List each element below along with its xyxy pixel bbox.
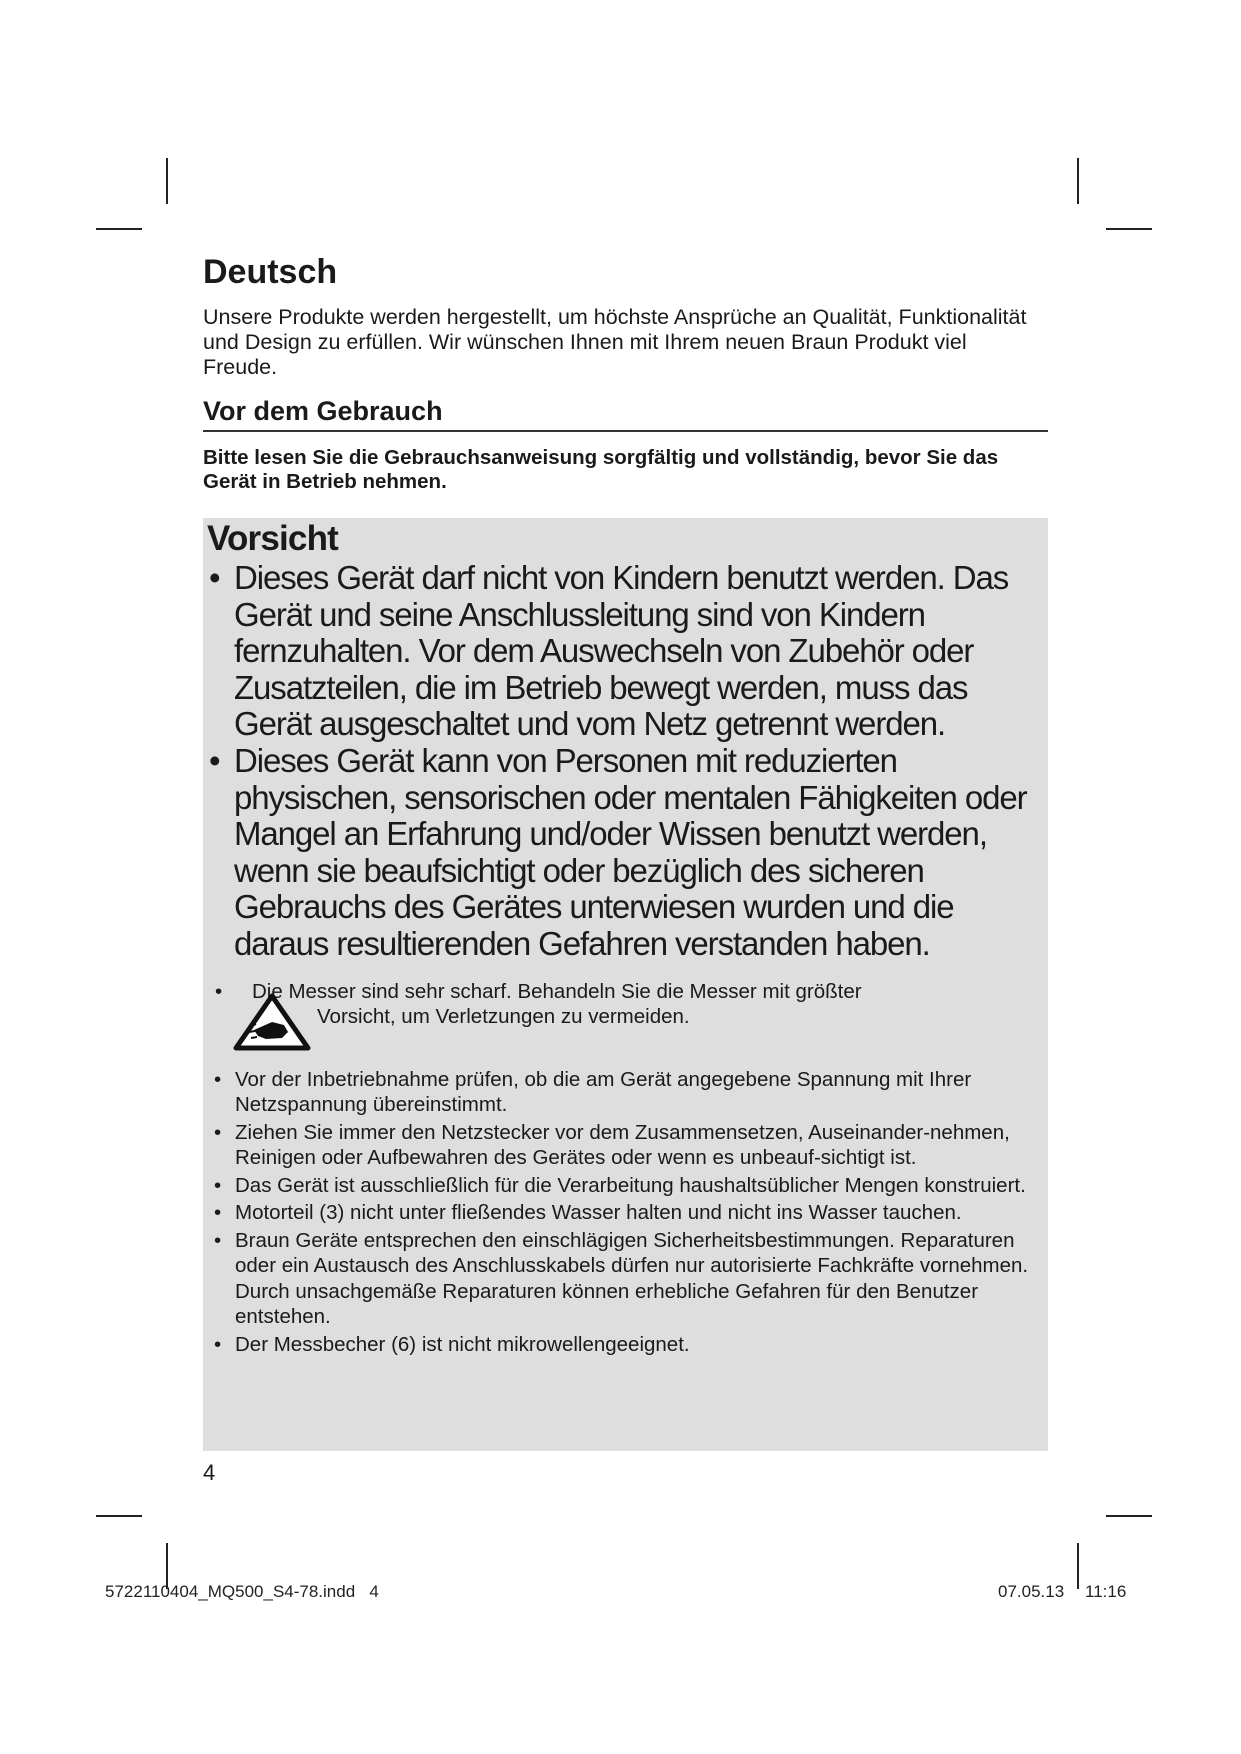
bullet: • [214,1067,222,1091]
blade-warning-line-2: Vorsicht, um Verletzungen zu vermeiden. [317,1004,690,1028]
blade-warning [207,979,1048,1053]
crop-mark [1106,228,1152,230]
sharp-blade-warning-icon [232,992,312,1054]
footer-time: 11:16 [1085,1582,1127,1601]
list-item: • Vor der Inbetriebnahme prüfen, ob die am Gerät angegebene Spannung mit Ihrer Netzspannung übereinstimmt. [214,1067,972,1117]
list-item: • Dieses Gerät darf nicht von Kindern benutzt werden. Das Gerät und seine Anschlussleitung sind von Kindern fernzuhalten. Vor dem Auswechseln von Zubehör oder Zusatzteilen, die im Betrieb bewegt werden, muss das Gerät ausgeschaltet und vom Netz getrennt werden. [209,559,1009,743]
blade-warning-line-1: Die Messer sind sehr scharf. Behandeln Sie die Messer mit größter [252,979,862,1003]
intro-paragraph: Unsere Produkte werden hergestellt, um höchste Ansprüche an Qualität, Funktionalität und Design zu erfüllen. Wir wünschen Ihnen mit Ihrem neuen Braun Produkt viel Freude. [203,305,1027,379]
bullet: • [209,741,220,779]
crop-mark [166,158,168,204]
bullet: • [214,1120,222,1144]
crop-mark [1106,1515,1152,1517]
bullet: • [214,1228,222,1252]
bullet: • [214,1173,222,1197]
list-item: • Motorteil (3) nicht unter fließendes Wasser halten und nicht ins Wasser tauchen. [214,1201,962,1225]
list-item: • Braun Geräte entsprechen den einschlägigen Sicherheitsbestimmungen. Reparaturen oder ein Austausch des Anschlusskabels dürfen nur autorisierte Fachkräfte vornehmen. Durch unsachgemäße Reparaturen können erhebliche Gefahren für den Benutzer entstehen. [214,1228,1029,1329]
footer-file-slug: 5722110404_MQ500_S4-78.indd 4 [105,1582,379,1601]
bullet: • [214,1332,222,1356]
section-title: Vor dem Gebrauch [203,396,443,426]
caution-box [203,518,1048,1451]
list-item: • Der Messbecher (6) ist nicht mikrowellengeeignet. [214,1332,690,1356]
section-header [203,395,1048,432]
list-item: • Dieses Gerät kann von Personen mit reduzierten physischen, sensorischen oder mentalen Fähigkeiten oder Mangel an Erfahrung und/oder Wissen benutzt werden, wenn sie beaufsichtigt oder bezüglich des sicheren Gebrauchs des Gerätes unterwiesen wurden und die daraus resultierenden Gefahren verstanden haben. [209,741,1027,962]
caution-title: Vorsicht [207,519,339,558]
page-title: Deutsch [203,253,338,291]
read-instructions-notice: Bitte lesen Sie die Gebrauchsanweisung sorgfältig und vollständig, bevor Sie das Gerät in Betrieb nehmen. [203,446,999,493]
bullet: • [214,1201,222,1225]
crop-mark [96,1515,142,1517]
crop-mark [96,228,142,230]
bullet: • [209,559,220,596]
page-number: 4 [203,1460,216,1485]
list-item: • Das Gerät ist ausschließlich für die Verarbeitung haushaltsüblicher Mengen konstruiert. [214,1173,1026,1197]
footer-date: 07.05.13 [998,1582,1065,1601]
list-item: • Ziehen Sie immer den Netzstecker vor dem Zusammensetzen, Auseinander-nehmen, Reinigen oder Aufbewahren des Gerätes oder wenn es unbeauf-sichtigt ist. [214,1120,1010,1170]
crop-mark [1077,1543,1079,1589]
bullet: • [215,979,223,1003]
caution-detail-list [207,1067,1048,1358]
caution-main-list [207,560,1048,963]
crop-mark [1077,158,1079,204]
